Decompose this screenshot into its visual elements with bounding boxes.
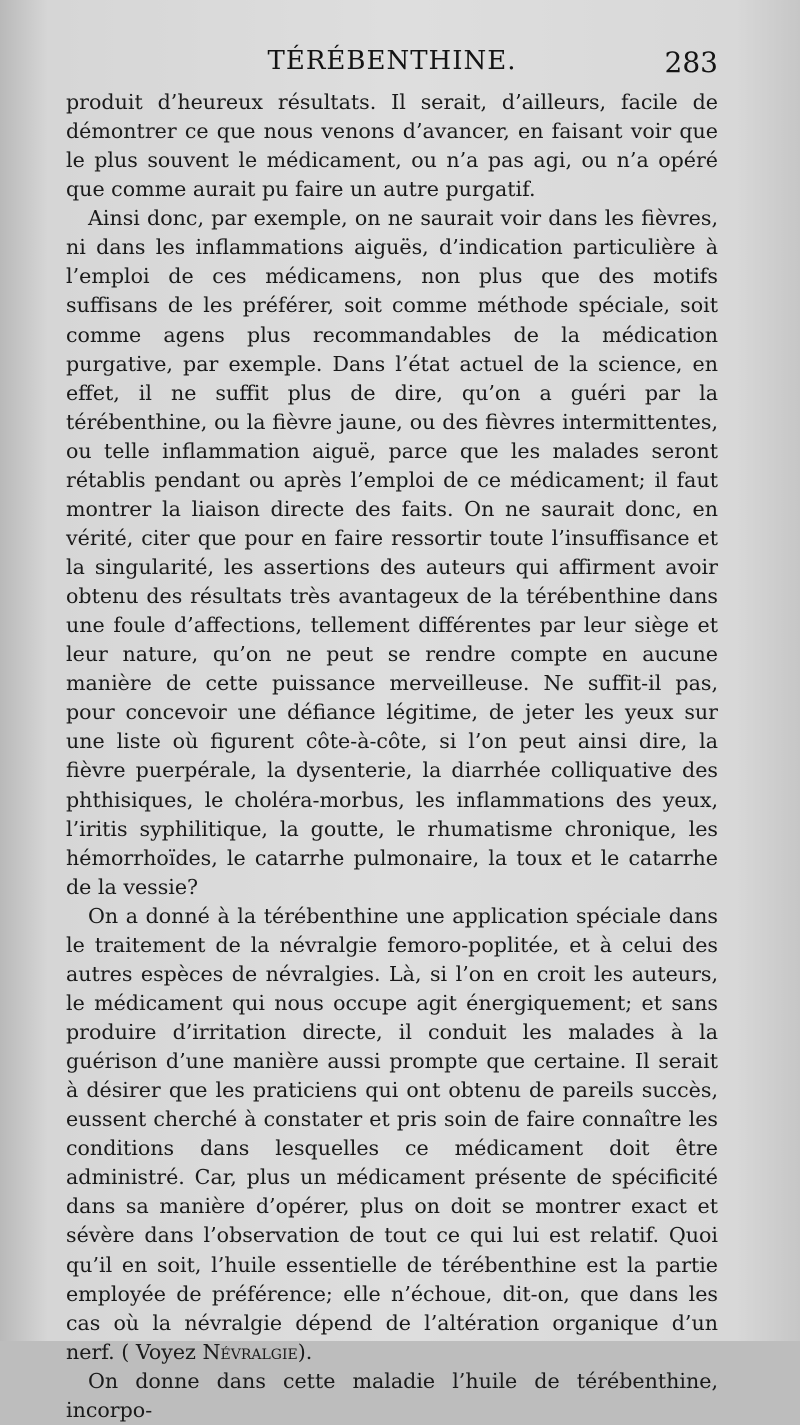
paragraph-3-text: On a donné à la térébenthine une application spéciale dans le traitement de la névralgie femoro-poplitée, et à celui des autres espèces de névralgies. Là, si l’on en croit les auteurs, le médicament qui nous occupe agit énergiquement; et sans produire d’irritation directe, il conduit les malades à la guérison d’une manière aussi prompte que certaine. Il serait à désirer que les praticiens qui ont obtenu de pareils succès, eussent cherché à constater et pris soin de faire connaître les conditions dans lesquelles ce médicament doit être administré. Car, plus un médicament présente de spécificité dans sa manière d’opérer, plus on doit se montrer exact et sévère dans l’observation de tout ce qui lui est relatif. Quoi qu’il en soit, l’huile essentielle de térébenthine est la partie employée de préférence; elle n’échoue, dit-on, que dans les cas où la névralgie dépend de l’altération organique d’un nerf. ( Voyez (66, 903, 718, 1364)
body-text (66, 88, 718, 1425)
page-number: 283 (664, 46, 718, 79)
paragraph-1: produit d’heureux résultats. Il serait, d’ailleurs, facile de démontrer ce que nous venons d’avancer, en faisant voir que le plus souvent le médicament, ou n’a pas agi, ou n’a opéré que comme aurait pu faire un autre purgatif. (66, 90, 718, 202)
page-header (66, 46, 718, 82)
paragraph-3 (66, 902, 718, 1367)
running-title: TÉRÉBENTHINE. (267, 46, 517, 76)
paragraph-2: Ainsi donc, par exemple, on ne saurait voir dans les fièvres, ni dans les inflammations aiguës, d’indication particulière à l’emploi de ces médicamens, non plus que des motifs suffisans de les préférer, soit comme méthode spéciale, soit comme agens plus recommandables de la médication purgative, par exemple. Dans l’état actuel de la science, en effet, il ne suffit plus de dire, qu’on a guéri par la térébenthine, ou la fièvre jaune, ou des fièvres intermittentes, ou telle inflammation aiguë, parce que les malades seront rétablis pendant ou après l’emploi de ce médicament; il faut montrer la liaison directe des faits. On ne saurait donc, en vérité, citer que pour en faire ressortir toute l’insuffisance et la singularité, les assertions des auteurs qui affirment avoir obtenu des résultats très avantageux de la térébenthine dans une foule d’affections, tellement différentes par leur siège et leur nature, qu’on ne peut se rendre compte en aucune manière de cette puissance merveilleuse. Ne suffit-il pas, pour concevoir une défiance légitime, de jeter les yeux sur une liste où figurent côte-à-côte, si l’on peut ainsi dire, la fièvre puerpérale, la dysenterie, la diarrhée colliquative des phthisiques, le choléra-morbus, les inflammations des yeux, l’iritis syphilitique, la goutte, le rhumatisme chronique, les hémorrhoïdes, le catarrhe pulmonaire, la toux et le catarrhe de la vessie? (66, 206, 718, 899)
cross-reference-close: ). (297, 1339, 313, 1364)
paragraph-4: On donne dans cette maladie l’huile de térébenthine, incorpo- (66, 1368, 718, 1422)
cross-reference: Névralgie (202, 1339, 298, 1364)
